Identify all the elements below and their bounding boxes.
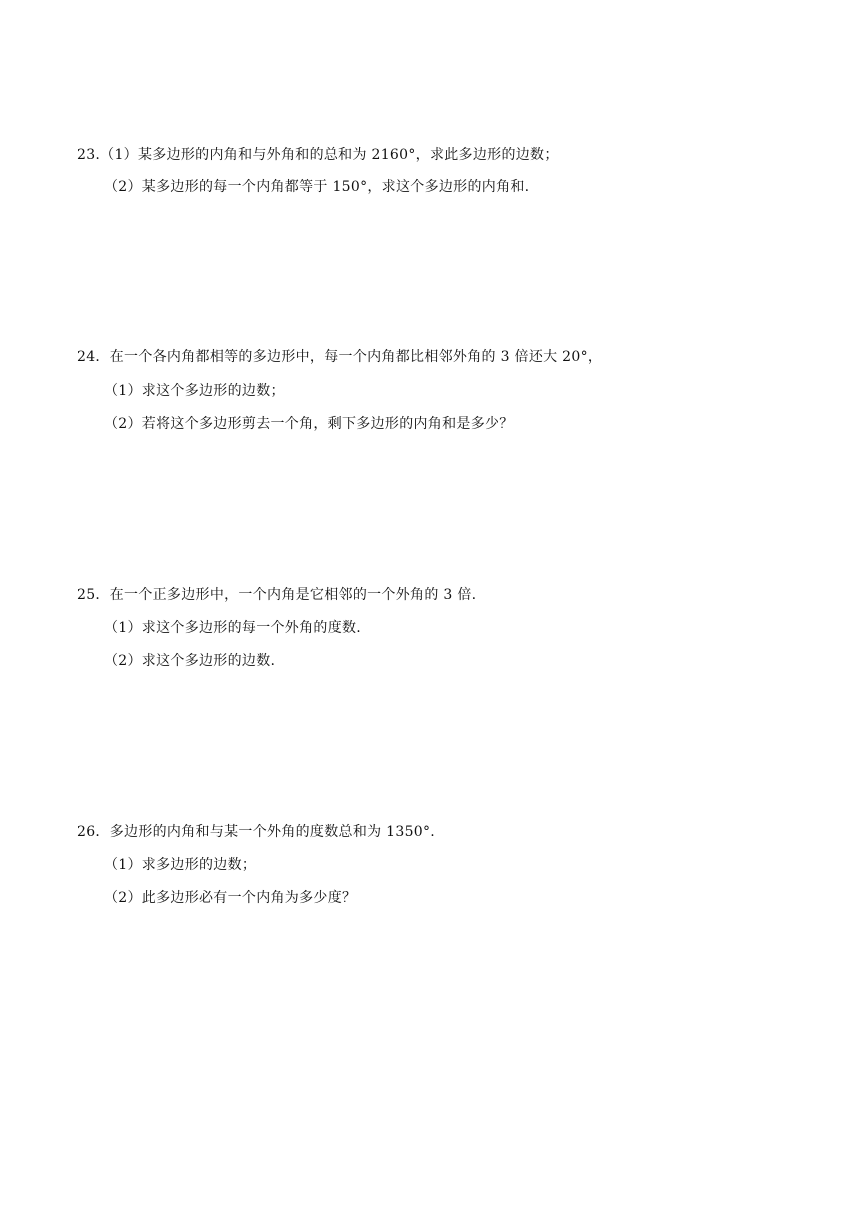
question-25-part-1: （1）求这个多边形的每一个外角的度数. <box>104 620 362 636</box>
question-26-stem: 26．多边形的内角和与某一个外角的度数总和为 1350°. <box>77 824 436 840</box>
question-23-stem: 23.（1）某多边形的内角和与外角和的总和为 2160°，求此多边形的边数； <box>77 147 559 163</box>
question-24-part-2: （2）若将这个多边形剪去一个角，剩下多边形的内角和是多少？ <box>104 416 514 432</box>
question-24-stem: 24．在一个各内角都相等的多边形中，每一个内角都比相邻外角的 3 倍还大 20°， <box>77 349 603 365</box>
question-25-stem: 25．在一个正多边形中，一个内角是它相邻的一个外角的 3 倍. <box>77 587 477 603</box>
question-26-part-2: （2）此多边形必有一个内角为多少度？ <box>104 890 357 906</box>
question-23-part-2: （2）某多边形的每一个内角都等于 150°，求这个多边形的内角和. <box>104 179 530 195</box>
question-24-part-1: （1）求这个多边形的边数； <box>104 383 285 399</box>
question-26-part-1: （1）求多边形的边数； <box>104 857 257 873</box>
question-25-part-2: （2）求这个多边形的边数. <box>104 653 276 669</box>
